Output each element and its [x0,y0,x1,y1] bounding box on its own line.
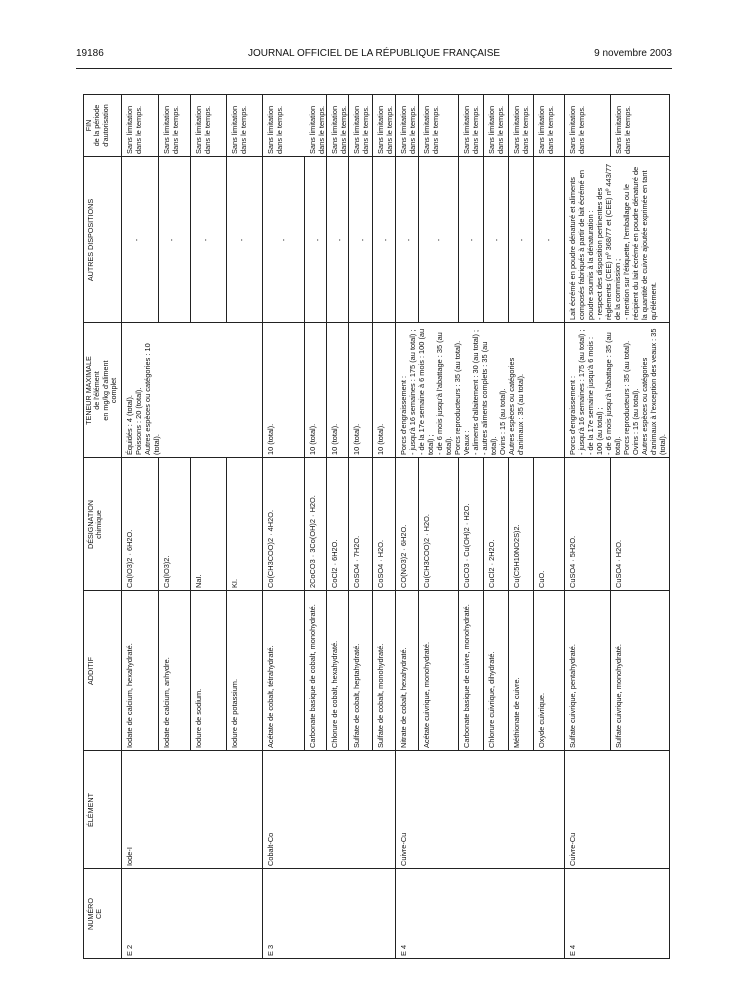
additif-cell: Sulfate de cobalt, monohydraté. [376,643,385,748]
row-rule [508,94,509,323]
journal-title: JOURNAL OFFICIEL DE LA RÉPUBLIQUE FRANÇAISE [247,48,501,59]
autres-cell: - [237,238,246,242]
autres-cell: - [313,238,322,242]
additif-cell: Iodure de potassium. [230,678,239,748]
row-rule [418,458,419,751]
formula-cell: NaI. [194,574,203,588]
autres-cell: - [132,238,141,242]
additif-cell: Sulfate cuivrique, pentahydraté. [568,644,577,748]
teneur-cell: 10 (total). [266,423,275,455]
additif-cell: Oxyde cuivrique. [537,692,546,748]
col-header-autres: AUTRES DISPOSITIONS [86,198,95,282]
row-rule [158,458,159,751]
fin-cell: Sans limitation dans le temps. [422,105,440,154]
row-rule [458,94,459,323]
autres-cell: - [358,238,367,242]
autres-cell: - [492,238,501,242]
teneur-cell: 10 (total). [308,423,317,455]
formula-cell: CuCO3 · Cu(OH)2 · H2O. [462,503,471,588]
col-header-numero: NUMÉRO CE [86,898,104,930]
fin-cell: Sans limitation dans le temps. [330,105,348,154]
autres-cell: - [335,238,344,242]
row-rule [190,458,191,751]
formula-cell: CuSO4 · 5H2O. [568,535,577,588]
fin-cell: Sans limitation dans le temps. [462,105,480,154]
page-number: 19186 [76,48,104,59]
teneur-cell: Équidés : 4 (total). Poissons : 20 (total). Autres espèces ou catégories : 10 (total). [125,343,161,455]
formula-cell: CoCl2 · 6H2O. [330,539,339,588]
row-rule [226,458,227,751]
fin-cell: Sans limitation dans le temps. [194,105,212,154]
col-header-additif: ADDITIF [86,657,95,685]
row-rule [610,458,611,751]
row-rule [483,458,484,751]
fin-cell: Sans limitation dans le temps. [125,105,143,154]
fin-cell: Sans limitation dans le temps. [230,105,248,154]
element-cell: Cobalt-Co [266,832,275,866]
row-rule [226,94,227,323]
additif-cell: Acétate de cobalt, tétrahydraté. [266,645,275,748]
group-rule [395,94,396,959]
formula-cell: CuO. [537,570,546,588]
page-header [76,48,672,64]
fin-cell: Sans limitation dans le temps. [162,105,180,154]
formula-cell: CO(NO3)2 · 6H2O. [399,524,408,588]
teneur-cell: 10 (total). [376,423,385,455]
row-rule [458,458,459,751]
formula-cell: 2CoCO3 · 3Co(OH)2 · H2O. [308,495,317,588]
row-rule [158,94,159,323]
fin-cell: Sans limitation dans le temps. [308,105,326,154]
row-rule [348,94,349,751]
element-cell: Cuivre-Cu [399,832,408,866]
col-header-teneur: TENEUR MAXIMALE de l'élément en mg/kg d'aliment complet [84,356,119,425]
additif-cell: Méthionate de cuivre. [512,677,521,748]
header-rule [121,94,122,959]
formula-cell: CoSO4 · 7H2O. [352,535,361,588]
col-header-fin: FIN de la période d'autorisation [84,104,110,147]
row-rule [610,94,611,157]
additif-cell: Sulfate de cobalt, heptahydraté. [352,643,361,748]
autres-cell: - [517,238,526,242]
formula-cell: Ca(IO3)2 · 6H2O. [125,529,134,588]
additif-cell: Chlorure de cobalt, hexahydraté. [330,640,339,748]
additif-cell: Sulfate cuivrique, monohydraté. [614,644,623,748]
autres-cell: - [279,238,288,242]
formula-cell: Co(CH3COO)2 · 4H2O. [266,509,275,588]
formula-cell: CuCl2 · 2H2O. [487,539,496,588]
additives-table [83,94,670,959]
numero-cell: E 2 [125,944,134,956]
fin-cell: Sans limitation dans le temps. [512,105,530,154]
additif-cell: Iodate de calcium, hexahydraté. [125,643,134,748]
formula-cell: Ca(IO3)2. [162,555,171,588]
col-divider [83,868,670,869]
autres-cell: - [544,238,553,242]
header-rule [76,68,672,69]
row-rule [483,94,484,323]
autres-cell: Lait écrémé en poudre dénaturé et aliments composés fabriqués à partir de lait écrémé en poudre soumis à la dénaturation : - respect des disposition pertinentes des règlements (CEE) nº 368/77 et (CEE) nº 443/77 de la commission ; - mention sur l'étiquette, l'emballage ou le récipient du lait écrémé en poudre dénaturé de la quantité de cuivre ajoutée exprimée en tant qu'élément. [568,163,658,320]
additif-cell: Nitrate de cobalt, hexahydraté. [399,647,408,748]
formula-cell: KI. [230,578,239,588]
additif-cell: Acétate cuivrique, monohydraté. [422,642,431,748]
group-rule [262,94,263,959]
formula-cell: Cu(CH3COO)2 · H2O. [422,514,431,588]
issue-date: 9 novembre 2003 [594,48,672,59]
teneur-cell: Porcs d'engraissement : - jusqu'à 16 semaines : 175 (au total) ; - de la 17e semaine jusqu'à 6 mois : 100 (au total) ; - de 6 mois jusqu'à l'abattage : 35 (au total). Porcs reproducteurs : 35 (au total). Ovins : 15 (au total). Autres espèces ou catégories d'animaux à l'exception des veaux : 35 (total). [568,328,667,455]
fin-cell: Sans limitation dans le temps. [352,105,370,154]
fin-cell: Sans limitation dans le temps. [537,105,555,154]
row-rule [372,94,373,751]
row-rule [533,458,534,751]
row-rule [418,94,419,323]
fin-cell: Sans limitation dans le temps. [399,105,417,154]
fin-cell: Sans limitation dans le temps. [266,105,284,154]
autres-cell: - [167,238,176,242]
additif-cell: Chlorure cuivrique, dihydraté. [487,651,496,748]
element-cell: Cuivre-Cu [568,832,577,866]
numero-cell: E 4 [568,944,577,956]
autres-cell: - [201,238,210,242]
element-cell: Iode-I [125,847,134,866]
additif-cell: Iodate de calcium, anhydre. [162,657,171,748]
teneur-cell: 10 (total). [352,423,361,455]
row-rule [508,458,509,751]
row-rule [304,157,305,751]
fin-cell: Sans limitation dans le temps. [568,105,586,154]
formula-cell: CuSO4 · H2O. [614,539,623,588]
additif-cell: Carbonate basique de cuivre, monohydraté. [462,604,471,748]
teneur-cell: Porcs d'engraissement : - jusqu'à 16 semaines : 175 (au total) ; - de la 17e semaine à 6 mois : 100 (au total) ; - de 6 mois jusqu'à l'abattage : 35 (au total). Porcs reproducteurs : 35 (au total). Veaux : - aliments d'allaitement : 30 (au total) ; - autres aliments complets : 35 (au total). Ovins : 15 (au total). Autres espèces ou catégories d'animaux : 35 (au total). [399,328,525,455]
autres-cell: - [467,238,476,242]
autres-cell: - [404,238,413,242]
numero-cell: E 4 [399,944,408,956]
autres-cell: - [381,238,390,242]
row-rule [533,94,534,323]
additif-cell: Iodure de sodium. [194,688,203,748]
formula-cell: Cu(C5H10NO2S)2. [512,524,521,588]
numero-cell: E 3 [266,944,275,956]
teneur-cell: 10 (total). [330,423,339,455]
row-rule [190,94,191,323]
fin-cell: Sans limitation dans le temps. [376,105,394,154]
fin-cell: Sans limitation dans le temps. [487,105,505,154]
formula-cell: CoSO4 · H2O. [376,539,385,588]
col-header-element: ÉLÉMENT [86,793,95,827]
autres-cell: - [434,238,443,242]
row-rule [326,94,327,751]
additif-cell: Carbonate basique de cobalt, monohydraté. [308,604,317,748]
group-rule [564,94,565,959]
col-header-designation: DÉSIGNATION chimique [86,500,104,549]
fin-cell: Sans limitation dans le temps. [614,105,632,154]
